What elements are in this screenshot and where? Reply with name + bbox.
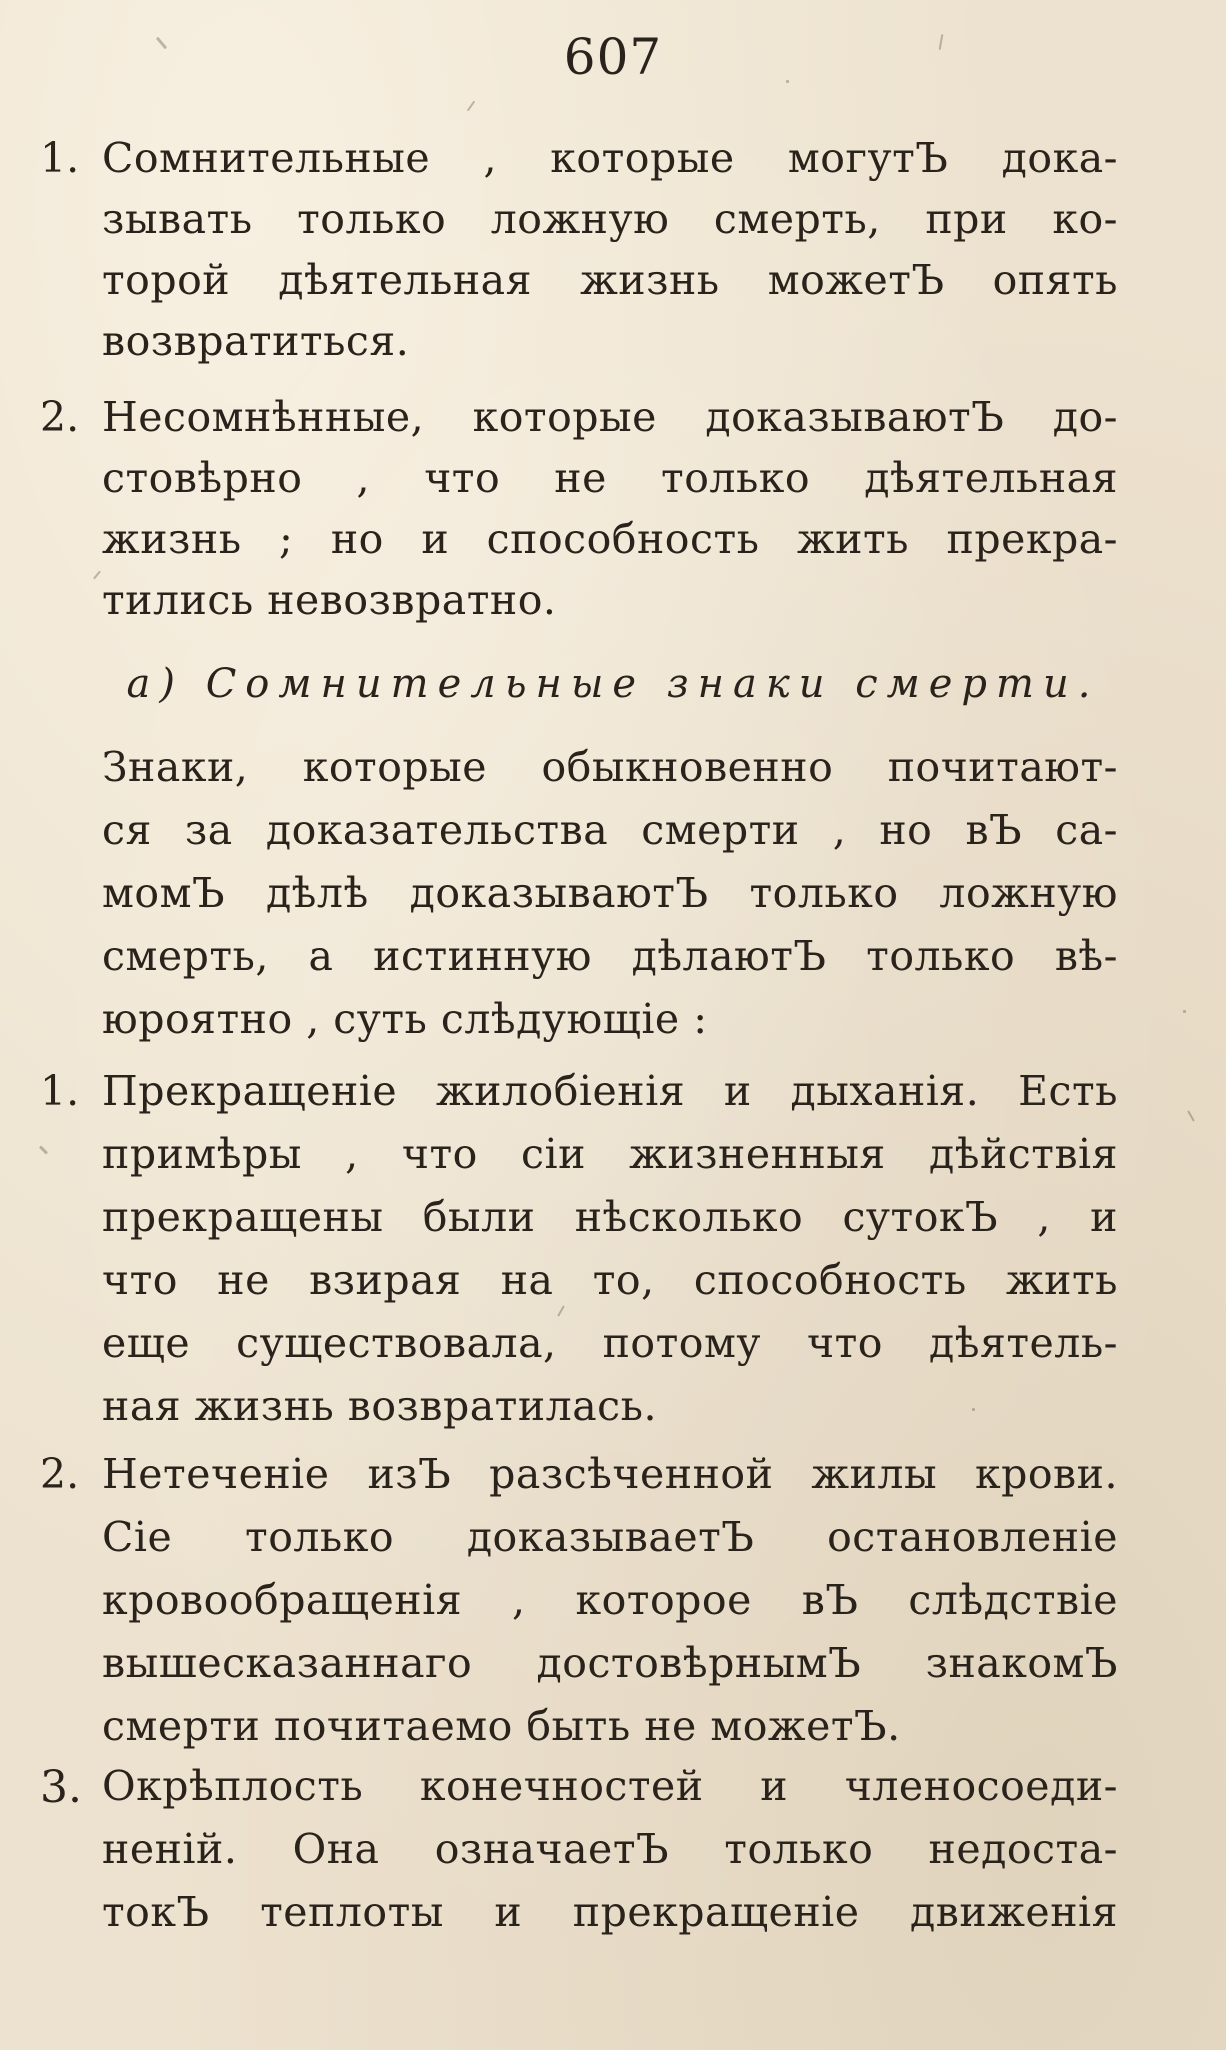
text-line: возвратиться. (102, 317, 410, 365)
text-line: кровообращенія , которое вЪ слѣдствіе (102, 1576, 1118, 1624)
paper-speck (786, 80, 789, 83)
text-line: примѣры , что сіи жизненныя дѣйствія (102, 1130, 1118, 1178)
text-line: Сомнительные , которые могутЪ дока- (102, 134, 1118, 182)
text-line: ная жизнь возвратилась. (102, 1382, 657, 1430)
text-line: еще существовала, потому что дѣятель- (102, 1319, 1118, 1367)
list-item-number: 3. (40, 1762, 82, 1813)
text-line: Несомнѣнные, которые доказываютЪ до- (102, 393, 1118, 441)
text-line: токЪ теплоты и прекращеніе движенія (102, 1888, 1118, 1936)
text-line: неній. Она означаетЪ только недоста- (102, 1825, 1118, 1873)
list-item-number: 1. (40, 134, 80, 182)
text-line: смерти почитаемо быть не можетЪ. (102, 1702, 901, 1750)
text-line: Прекращеніе жилобіенія и дыханія. Есть (102, 1067, 1118, 1115)
text-line: зывать только ложную смерть, при ко- (102, 195, 1118, 243)
list-item-number: 1. (40, 1067, 80, 1115)
text-line: юроятно , суть слѣдующіе : (102, 995, 708, 1043)
text-line: Сіе только доказываетЪ остановленіе (102, 1513, 1118, 1561)
text-line: Нетеченіе изЪ разсѣченной жилы крови. (102, 1450, 1118, 1498)
text-line: Знаки, которые обыкновенно почитают- (102, 743, 1118, 791)
paper-speck (1183, 1010, 1186, 1013)
page-number: 607 (563, 28, 663, 86)
text-line: Окрѣплость конечностей и членосоеди- (102, 1762, 1118, 1810)
paper-speck (557, 1305, 565, 1316)
paper-speck (972, 1408, 975, 1411)
paper-speck (467, 101, 476, 112)
text-line: тились невозвратно. (102, 576, 557, 624)
paper-speck (93, 571, 101, 580)
paper-speck (1187, 1110, 1195, 1121)
text-line: прекращены были нѣсколько сутокЪ , и (102, 1193, 1118, 1241)
text-line: торой дѣятельная жизнь можетЪ опять (102, 256, 1118, 304)
text-line: стовѣрно , что не только дѣятельная (102, 454, 1118, 502)
text-line: что не взирая на то, способность жить (102, 1256, 1118, 1304)
paper-speck (39, 1145, 48, 1154)
text-line: жизнь ; но и способность жить прекра- (102, 515, 1118, 563)
list-item-number: 2. (40, 1450, 80, 1498)
text-line: ся за доказательства смерти , но вЪ са- (102, 806, 1118, 854)
list-item-number: 2. (40, 393, 80, 441)
text-line: момЪ дѣлѣ доказываютЪ только ложную (102, 869, 1118, 917)
text-line: смерть, а истинную дѣлаютЪ только вѣ- (102, 932, 1118, 980)
section-heading: а) Сомнительные знаки смерти. (126, 661, 1100, 707)
text-line: вышесказаннаго достовѣрнымЪ знакомЪ (102, 1639, 1118, 1687)
